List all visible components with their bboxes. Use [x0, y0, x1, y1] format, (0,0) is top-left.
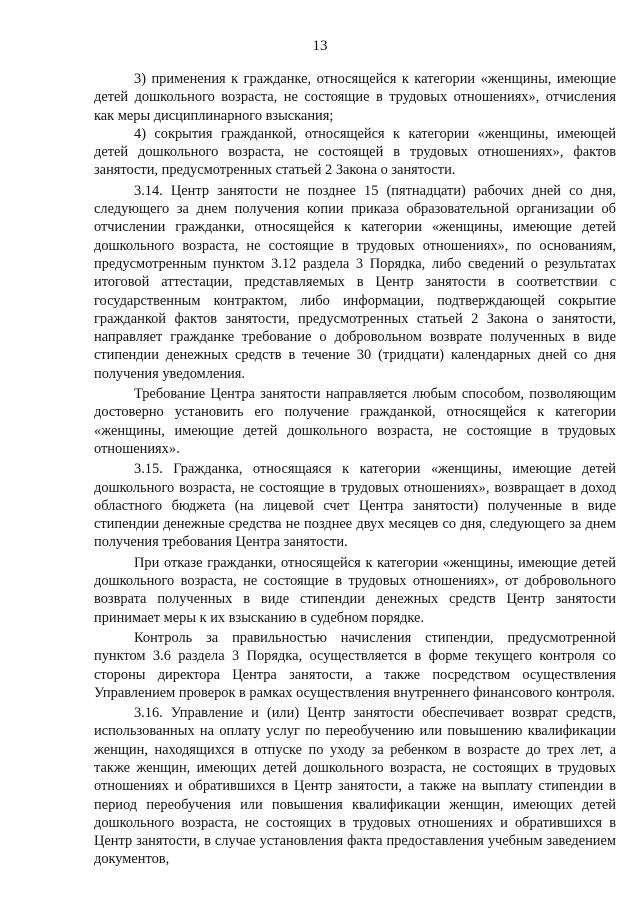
paragraph-item-4: 4) сокрытия гражданкой, относящейся к категории «женщины, имеющей детей дошкольного возраста, не состоящей в трудовых отношениях», фактов занятости, предусмотренных статьей 2 Закона о занятости.: [94, 125, 616, 179]
paragraph-3-14: 3.14. Центр занятости не позднее 15 (пятнадцати) рабочих дней со дня, следующего за днем получения копии приказа образовательной организации об отчислении гражданки, относящейся к категории «женщины, имеющие детей дошкольного возраста, не состоящие в трудовых отношениях», по основаниям, предусмотренным пунктом 3.12 раздела 3 Порядка, либо сведений о результатах итоговой аттестации, представляемых в Центр занятости в соответствии с государственным контрактом, либо информации, подтверждающей сокрытие гражданкой фактов занятости, предусмотренных статьей 2 Закона о занятости, направляет гражданке требование о добровольном возврате полученных в виде стипендии денежных средств в течение 30 (тридцати) календарных дней со дня получения уведомления.: [94, 182, 616, 382]
paragraph-refusal: При отказе гражданки, относящейся к категории «женщины, имеющие детей дошкольного возраста, не состоящие в трудовых отношениях», от добровольного возврата полученных в виде стипендии денежных средств Центр занятости принимает меры к их взысканию в судебном порядке.: [94, 554, 616, 626]
document-body: [94, 70, 616, 869]
paragraph-item-3: 3) применения к гражданке, относящейся к категории «женщины, имеющие детей дошкольного возраста, не состоящие в трудовых отношениях», отчисления как меры дисциплинарного взыскания;: [94, 71, 616, 124]
paragraph-3-16: 3.16. Управление и (или) Центр занятости обеспечивает возврат средств, использованных на оплату услуг по переобучению или повышению квалификации женщин, находящихся в отпуске по уходу за ребенком в возрасте до трех лет, а также женщин, имеющих детей дошкольного возраста, не состоящих в трудовых отношениях и обратившихся в Центр занятости, а также на выплату стипендии в период переобучения или повышения квалификации женщин, имеющих детей дошкольного возраста, не состоящих в трудовых отношениях и обратившихся в Центр занятости, в случае установления факта предоставления учебным заведением документов,: [94, 705, 616, 868]
paragraph-control: Контроль за правильностью начисления стипендии, предусмотренной пунктом 3.6 раздела 3 Порядка, осуществляется в форме текущего контроля со стороны директора Центра занятости, а также посредством осуществления Управлением проверок в рамках осуществления внутреннего финансового контроля.: [94, 629, 616, 701]
paragraph-requirement-delivery: Требование Центра занятости направляется любым способом, позволяющим достоверно установить его получение гражданкой, относящейся к категории «женщины, имеющие детей дошкольного возраста, не состоящие в трудовых отношениях».: [94, 386, 616, 457]
paragraph-3-15: 3.15. Гражданка, относящаяся к категории «женщины, имеющие детей дошкольного возраста, не состоящие в трудовых отношениях», возвращает в доход областного бюджета (на лицевой счет Центра занятости) полученные в виде стипендии денежные средства не позднее двух месяцев со дня, следующего за днем получения требования Центра занятости.: [94, 461, 616, 551]
page-number: 13: [312, 38, 328, 54]
